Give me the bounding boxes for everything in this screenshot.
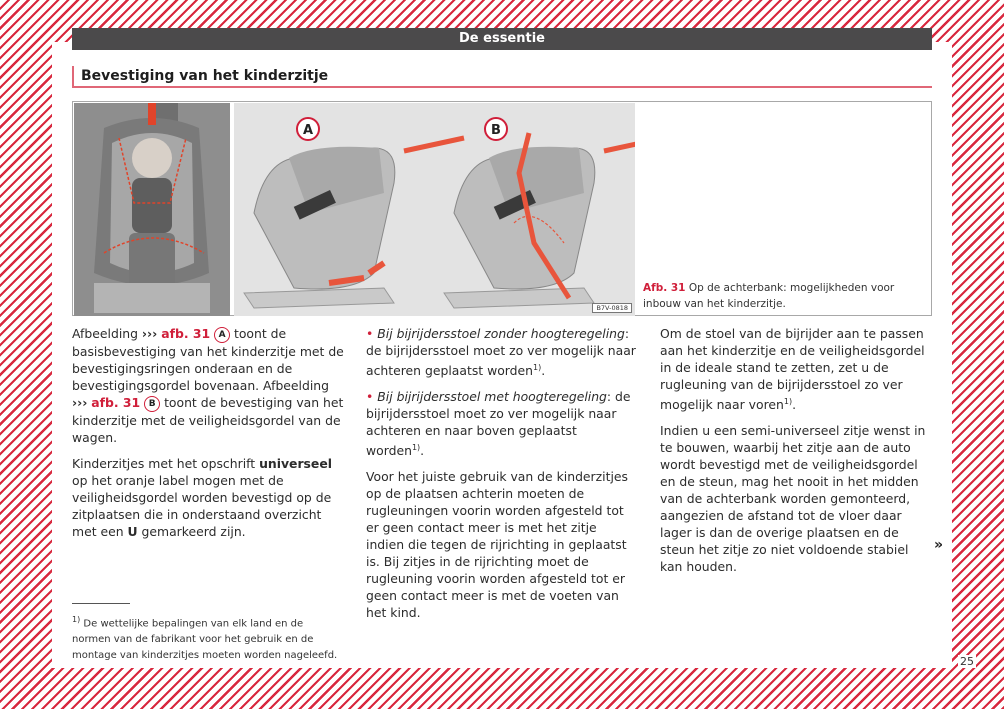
header-bar: De essentie: [72, 28, 932, 50]
paragraph: Indien u een semi-universeel zitje wenst in te bouwen, waarbij het zitje aan de auto wordt bevestigd met de veiligheidsgordel en de steun, mag het nooit in het midden van de achterbank worden gemonteerd, aangezien de afstand tot de vloer daar lager is dan de overige plaatsen en de steun het zitje zo niet voldoende stabiel kan houden.: [660, 423, 926, 575]
paragraph: Om de stoel van de bijrijder aan te passen aan het kinderzitje en de veiligheidsgordel in de ideale stand te zetten, zet u de rugleuning van de bijrijdersstoel zo ver mogelijk naar voren$^{1)}$.: [660, 326, 925, 413]
paragraph: Kinderzitjes met het opschrift universeel op het oranje label mogen met de veiligheidsgordel worden bevestigd op de zitplaatsen die in onderstaand overzicht met een U gemarkeerd zijn.: [72, 456, 332, 539]
seat-b-drawing: [444, 133, 635, 308]
marker-a: A: [214, 327, 230, 343]
seat-a-drawing: [244, 138, 464, 308]
page-number: 25: [960, 655, 974, 668]
continue-marker: »: [934, 537, 944, 553]
child-seat-photo: [74, 103, 230, 316]
bullet-item: • Bij bijrijdersstoel zonder hoogteregeling: de bijrijdersstoel moet zo ver mogelijk naar achteren geplaatst worden$^{1)}$.: [366, 326, 636, 379]
marker-b: B: [144, 396, 160, 412]
figure-link[interactable]: afb. 31: [91, 395, 141, 410]
caption-text: Op de achterbank: mogelijkheden voor inbouw van het kinderzitje.: [643, 282, 895, 310]
paragraph: Voor het juiste gebruik van de kinderzitjes op de plaatsen achterin moeten de rugleuningen voorin worden afgesteld tot er geen contact meer is met het zitje indien die tegen de rijrichting in geplaatst is. Bij zitjes in de rijrichting moet de rugleuning voorin worden afgesteld tot er geen contact meer is met de voeten van het kind.: [366, 469, 628, 621]
figure-caption: [643, 280, 923, 312]
column-3: [660, 325, 930, 584]
label-b: B: [491, 123, 501, 138]
column-1: [72, 325, 344, 549]
caption-ref: Afb. 31: [643, 282, 686, 294]
section-title: Bevestiging van het kinderzitje: [72, 66, 932, 88]
figure-31: [72, 101, 932, 316]
footnote-divider: [72, 603, 130, 604]
figure-code: B7V-0818: [592, 303, 632, 313]
figure-link[interactable]: afb. 31: [161, 326, 211, 341]
bullet-item: • Bij bijrijdersstoel met hoogteregeling: de bijrijdersstoel moet zo ver mogelijk naar achteren en naar boven geplaatst worden$^{1)}$.: [366, 389, 631, 459]
paragraph: Afbeelding ››› afb. 31 A toont de basisbevestiging van het kinderzitje met de bevestigingsringen onderaan en de bevestigingsgordel bovenaan. Afbeelding ››› afb. 31 B toont de bevestiging van het kinderzitje met de veiligheidsgordel van de wagen.: [72, 326, 344, 445]
child-seat-illustration: [234, 103, 635, 316]
column-2: [366, 325, 638, 630]
label-a: A: [302, 123, 314, 138]
footnote: $^{1)}$ De wettelijke bepalingen van elk land en de normen van de fabrikant voor het gebruik en de montage van kinderzitjes moeten worden nageleefd.: [72, 615, 338, 662]
